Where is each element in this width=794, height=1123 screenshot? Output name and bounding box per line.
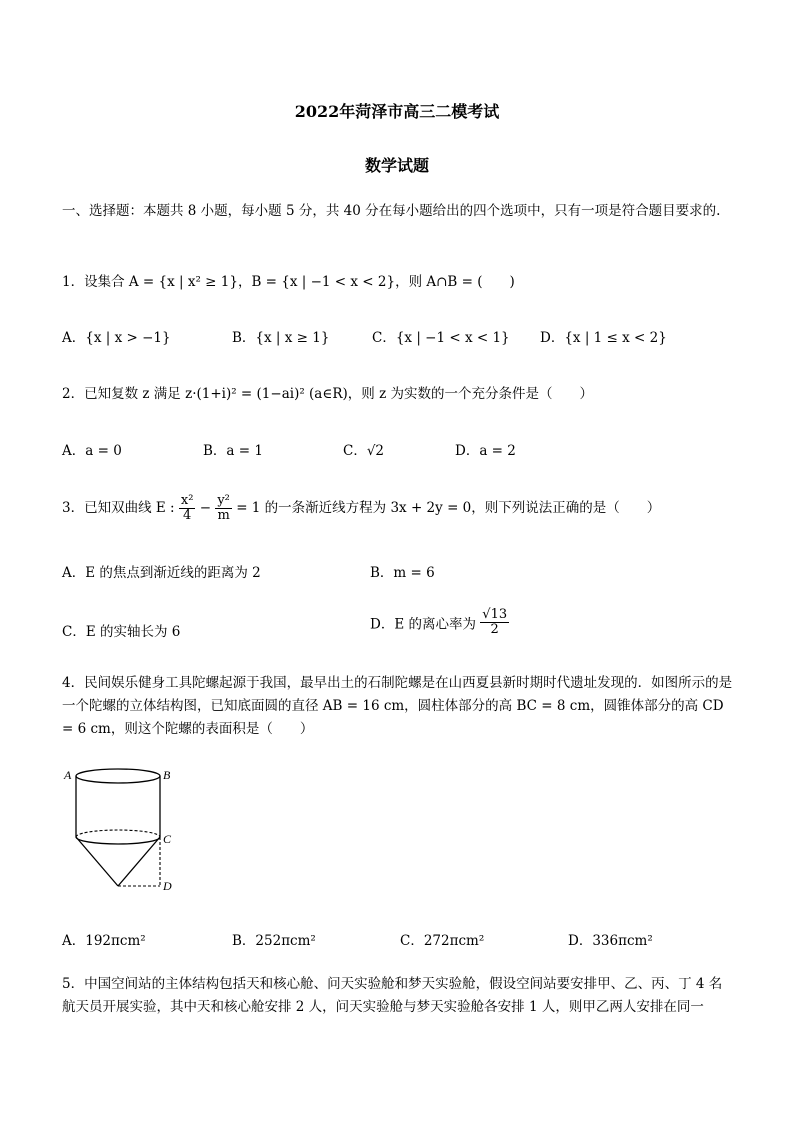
exam-title: 2022年菏泽市高三二模考试 xyxy=(294,102,500,121)
q3-frac2-den: m xyxy=(217,508,230,523)
q3-frac1-num: x² xyxy=(180,493,194,508)
q1-option-c: C．{x | −1 < x < 1} xyxy=(372,330,510,346)
q3-option-a: A．E 的焦点到渐近线的距离为 2 xyxy=(62,565,261,581)
spinning-top-figure xyxy=(62,764,182,896)
middle-ellipse-front xyxy=(76,837,160,844)
q4-option-c: C．272πcm² xyxy=(400,933,485,949)
q3-stem-prefix: 3．已知双曲线 E : xyxy=(62,500,175,516)
exam-subtitle: 数学试题 xyxy=(364,156,429,175)
q3-stem-suffix: = 1 的一条渐近线方程为 3x + 2y = 0，则下列说法正确的是（ ） xyxy=(236,500,661,516)
q4-option-a: A．192πcm² xyxy=(62,933,146,949)
q4-stem: 4．民间娱乐健身工具陀螺起源于我国，最早出土的石制陀螺是在山西夏县新时期时代遗址发现的．如图所示的是一个陀螺的立体结构图，已知底面圆的直径 AB = 16 cm，圆柱体部分的高 BC = 8 cm，圆锥体部分的高 CD = 6 cm，则这个陀螺的表面积是（ ） xyxy=(62,675,733,737)
q3-optd-num: √13 xyxy=(482,607,508,622)
q4-option-d: D．336πcm² xyxy=(568,933,653,949)
q1-option-b: B．{x | x ≥ 1} xyxy=(232,330,330,346)
q3-minus: − xyxy=(199,500,212,516)
q3-stem xyxy=(62,494,660,523)
label-d: D xyxy=(163,879,172,893)
q3-option-d xyxy=(370,608,509,637)
q2-option-a: A．a = 0 xyxy=(62,443,122,459)
q3-option-c: C．E 的实轴长为 6 xyxy=(62,624,181,640)
label-c: C xyxy=(163,832,172,846)
q5-stem: 5．中国空间站的主体结构包括天和核心舱、问天实验舱和梦天实验舱，假设空间站要安排甲、乙、丙、丁 4 名航天员开展实验，其中天和核心舱安排 2 人，问天实验舱与梦天实验舱各安排 1 人，则甲乙两人安排在同一 xyxy=(62,976,723,1015)
middle-ellipse-back xyxy=(76,830,160,837)
q3-fraction-x xyxy=(179,494,196,523)
top-ellipse xyxy=(76,769,160,783)
label-b: B xyxy=(163,768,171,782)
label-a: A xyxy=(64,768,72,782)
q3-option-d-text: D．E 的离心率为 xyxy=(370,616,476,633)
q3-optd-den: 2 xyxy=(490,622,499,637)
q3-option-d-fraction xyxy=(480,608,509,637)
q4-option-b: B．252πcm² xyxy=(232,933,316,949)
q2-stem: 2．已知复数 z 满足 z·(1+i)² = (1−ai)² (a∈R)，则 z 为实数的一个充分条件是（ ） xyxy=(62,386,593,402)
q2-option-b: B．a = 1 xyxy=(203,443,263,459)
q1-option-a: A．{x | x > −1} xyxy=(62,330,171,346)
q2-option-c: C．√2 xyxy=(343,443,385,459)
q2-option-d: D．a = 2 xyxy=(455,443,516,459)
q1-stem: 1．设集合 A = {x | x² ≥ 1}，B = {x | −1 < x < 2}，则 A∩B = ( ) xyxy=(62,274,515,290)
section-intro: 一、选择题：本题共 8 小题，每小题 5 分，共 40 分在每小题给出的四个选项中，只有一项是符合题目要求的. xyxy=(62,203,721,219)
q1-option-d: D．{x | 1 ≤ x < 2} xyxy=(540,330,667,346)
q3-frac1-den: 4 xyxy=(183,508,192,523)
q3-frac2-num: y² xyxy=(217,493,230,508)
q3-option-b: B．m = 6 xyxy=(370,565,435,581)
q3-fraction-y xyxy=(215,494,232,523)
